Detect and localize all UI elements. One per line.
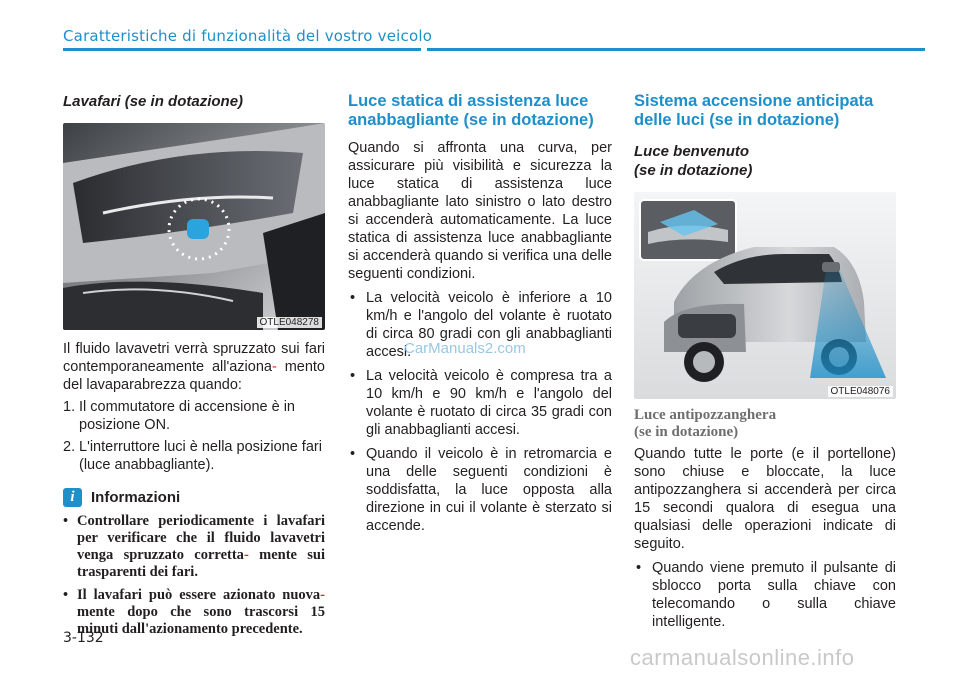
info-box-header — [63, 488, 325, 507]
headlamp-illustration — [63, 123, 325, 330]
puddle-lamp-text: Quando tutte le porte (e il portellone) sono chiuse e bloccate, la luce antipozzanghera si accenderà per circa 15 secondi qualora di esegua una qualsiasi delle operazioni indicate di seguito. — [634, 446, 896, 552]
info-bullet: • Il lavafari può essere azionato nuova- mente dopo che sono trascorsi 15 minuti dall'azionamento precedente. — [63, 587, 325, 637]
headlamp-washer-heading: Lavafari (se in dotazione) — [63, 93, 244, 110]
column-headlamp-washer — [63, 92, 325, 638]
list-item: 1. Il commutatore di accensione è in posizione ON. — [63, 399, 295, 433]
welcome-system-heading: Sistema accensione anticipata delle luci (se in dotazione) — [634, 92, 874, 129]
puddle-lamp-heading: Luce antipozzanghera (se in dotazione) — [634, 407, 777, 440]
column-welcome-light — [634, 92, 896, 631]
watermark-carmanualsonline: carmanualsonline.info — [630, 645, 855, 670]
watermark-carmanuals2: CarManuals2.com — [404, 340, 526, 357]
headlamp-washer-text: Il fluido lavavetri verrà spruzzato sui fari contemporaneamente all'aziona- mento del lavaparabrezza quando: — [63, 341, 325, 393]
header-rule-gap — [421, 46, 427, 53]
list-item: • La velocità veicolo è compresa tra a 10 km/h e 90 km/h e l'angolo del volante è ruotato di circa 35 gradi con gli anabbaglianti accesi. — [350, 368, 612, 438]
static-light-heading: Luce statica di assistenza luce anabbagliante (se in dotazione) — [348, 92, 594, 129]
info-title: Informazioni — [91, 489, 181, 506]
list-item: • La velocità veicolo è inferiore a 10 km/h e l'angolo del volante è ruotato di circa 80 gradi con gli anabbaglianti accesi. — [350, 290, 612, 360]
image-code: OTLE048076 — [828, 386, 894, 397]
section-title: Caratteristiche di funzionalità del vostro veicolo — [63, 27, 433, 45]
headlamp-washer-image — [63, 123, 325, 330]
info-bullet: • Controllare periodicamente i lavafari per verificare che il fluido lavavetri venga spruzzato corretta- mente sui trasparenti dei fari. — [63, 513, 326, 580]
page-number: 3-132 — [63, 630, 104, 646]
image-code: OTLE048278 — [257, 317, 323, 328]
static-light-intro: Quando si affronta una curva, per assicurare più visibilità e sicurezza la luce statica di assistenza luce anabbagliante lato sinistro o lato destro si accenderà automaticamente. La luce statica di assistenza luce anabbagliante si accenderà quando si verifica una delle seguenti condizioni. — [348, 140, 612, 282]
welcome-light-heading: Luce benvenuto (se in dotazione) — [634, 143, 753, 179]
suv-illustration — [634, 192, 896, 399]
list-item: • Quando viene premuto il pulsante di sblocco porta sulla chiave con telecomando o sulla chiave intelligente. — [636, 560, 896, 630]
list-item: • Quando il veicolo è in retromarcia e una delle seguenti condizioni è soddisfatta, la luce opposta alla direzione in cui il volante è sterzato si accende. — [350, 446, 612, 534]
column-static-bending-light — [348, 92, 612, 535]
info-icon: i — [63, 488, 82, 507]
welcome-light-image — [634, 192, 896, 399]
list-item: 2. L'interruttore luci è nella posizione fari (luce anabbagliante). — [63, 439, 322, 473]
header-rule — [63, 48, 925, 51]
